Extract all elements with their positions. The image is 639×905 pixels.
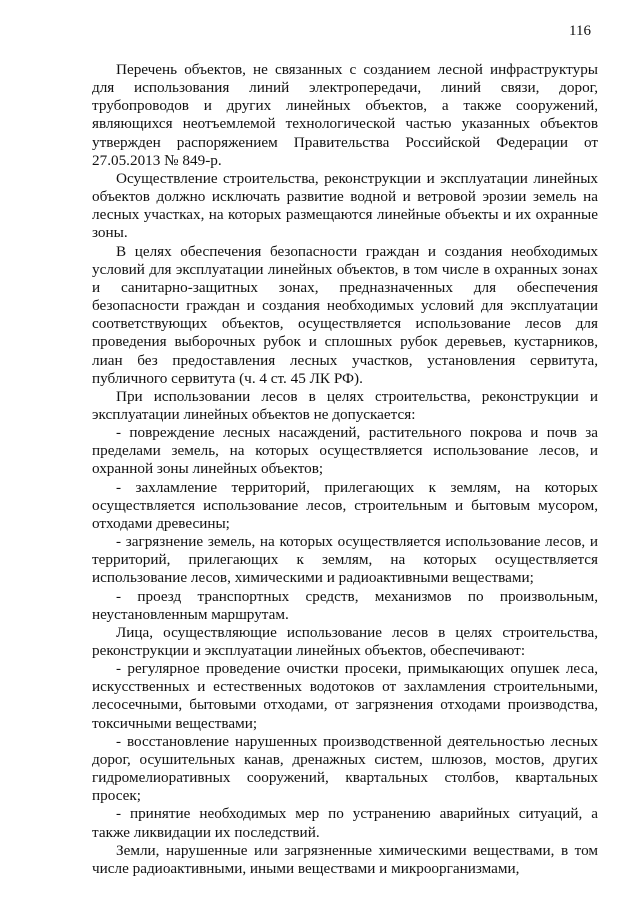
paragraph-obligations-intro: Лица, осуществляющие использование лесов в целях строительства, реконструкции и эксплуатации линейных объектов, обеспечивают: — [92, 623, 598, 659]
paragraph-contaminated-lands: Земли, нарушенные или загрязненные химическими веществами, в том числе радиоактивными, иными веществами и микроорганизмами, — [92, 841, 598, 877]
paragraph-safety: В целях обеспечения безопасности граждан и создания необходимых условий для эксплуатации линейных объектов, в том числе в охранных зонах и санитарно-защитных зонах, предназначенных для обеспечения безопасности граждан и создания необходимых условий для эксплуатации соответствующих объектов, осуществляется использование лесов для проведения выборочных рубок и сплошных рубок деревьев, кустарников, лиан без предоставления лесных участков, установления сервитута, публичного сервитута (ч. 4 ст. 45 ЛК РФ). — [92, 242, 598, 387]
list-item-emergency: - принятие необходимых мер по устранению аварийных ситуаций, а также ликвидации их последствий. — [92, 805, 598, 841]
list-item-restoration: - восстановление нарушенных производственной деятельностью лесных дорог, осушительных канав, дренажных систем, шлюзов, мостов, других гидромелиоративных сооружений, квартальных столбов, квартальных просек; — [92, 732, 598, 805]
paragraph-prohibited-intro: При использовании лесов в целях строительства, реконструкции и эксплуатации линейных объектов не допускается: — [92, 387, 598, 423]
paragraph-erosion: Осуществление строительства, реконструкции и эксплуатации линейных объектов должно исключать развитие водной и ветровой эрозии земель на лесных участках, на которых размещаются линейные объекты и их охранные зоны. — [92, 169, 598, 242]
list-item-clearing: - регулярное проведение очистки просеки, примыкающих опушек леса, искусственных и естественных водотоков от захламления строительными, лесосечными, бытовыми отходами, от загрязнения отходами производства, токсичными веществами; — [92, 660, 598, 732]
list-item-vehicle-passage: - проезд транспортных средств, механизмов по произвольным, неустановленным маршрутам. — [92, 587, 598, 623]
list-item-littering: - захламление территорий, прилегающих к землям, на которых осуществляется использование лесов, строительным и бытовым мусором, отходами древесины; — [92, 478, 598, 532]
document-body — [92, 61, 598, 878]
list-item-pollution: - загрязнение земель, на которых осуществляется использование лесов, и территорий, прилегающих к землям, на которых осуществляется использование лесов, химическими и радиоактивными веществами; — [92, 533, 598, 587]
list-item-damage: - повреждение лесных насаждений, растительного покрова и почв за пределами земель, на которых осуществляется использование лесов, и охранной зоны линейных объектов; — [92, 424, 598, 478]
paragraph-object-list: Перечень объектов, не связанных с созданием лесной инфраструктуры для использования линий электропередачи, линий связи, дорог, трубопроводов и других линейных объектов, а также сооружений, являющихся неотъемлемой технологической частью указанных объектов утвержден распоряжением Правительства Российской Федерации от 27.05.2013 № 849-р. — [92, 61, 598, 169]
page-number: 116 — [569, 23, 591, 39]
